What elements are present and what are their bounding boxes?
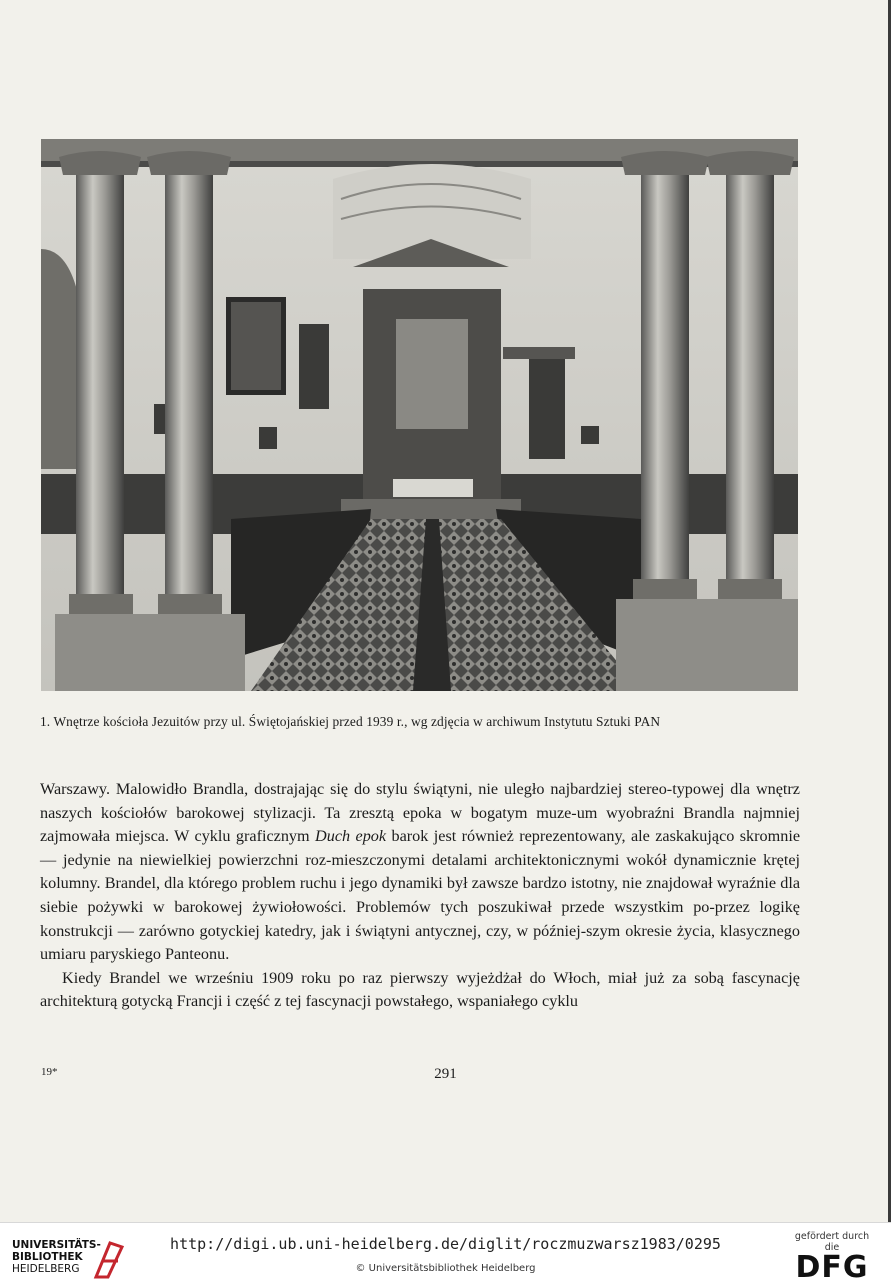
dfg-logo-text: DFG: [795, 1250, 869, 1285]
paragraph-1-part-1: Warszawy. Malowidło Brandla, dostrajając się do stylu świątyni, nie uległo najbardziej stereo-typowej dla wnętrz naszych kościołów barokowej stylizacji. Ta zresztą epoka w bogatym muze-um wyobraźni Brandla najmniej zajmowała miejsca. W cyklu graficznym: [40, 780, 800, 846]
library-name-line-2: BIBLIOTHEK: [12, 1251, 83, 1263]
figure-caption: 1. Wnętrze kościoła Jezuitów przy ul. Świętojańskiej przed 1939 r., wg zdjęcia w archiwum Instytutu Sztuki PAN: [40, 714, 661, 729]
paragraph-1: [40, 778, 800, 967]
body-text: [40, 778, 800, 1014]
library-name-line-3: HEIDELBERG: [12, 1263, 80, 1275]
paragraph-2: Kiedy Brandel we wrześniu 1909 roku po raz pierwszy wyjeżdżał do Włoch, miał już za sobą fascynację architekturą gotycką Francji i część z tej fascynacji powstałego, wspaniałego cyklu: [40, 968, 800, 1011]
page-number: 291: [434, 1066, 457, 1082]
funder-logo[interactable]: [787, 1231, 877, 1283]
signature-mark: 19*: [41, 1066, 58, 1078]
work-title-duch-epok: Duch epok: [315, 827, 387, 846]
church-interior-photo: [41, 139, 798, 691]
funded-by-label: gefördert durch die: [794, 1231, 870, 1253]
digitization-footer: [0, 1222, 891, 1286]
copyright-notice: © Universitätsbibliothek Heidelberg: [355, 1263, 536, 1274]
library-name-line-1: UNIVERSITÄTS-: [12, 1239, 101, 1251]
source-url-link[interactable]: http://digi.ub.uni-heidelberg.de/diglit/roczmuzwarsz1983/0295: [170, 1235, 721, 1253]
paragraph-1-part-2: barok jest również reprezentowany, ale zaskakująco skromnie — jedynie na niewielkiej powierzchni roz-mieszczonymi detalami architektonicznymi wokół dynamicznie krętej kolumny. Brandel, dla którego problem ruchu i jego dynamiki był zawsze bardzo istotny, nie znajdował wyraźnie dla siebie pożywki w barokowej żywiołowości. Problemów tych poszukiwał przede wszystkim po-przez logikę konstrukcji — zarówno gotyckiej katedry, jak i świątyni antycznej, czy, w później-szym okresie życia, klasycznego umiaru paryskiego Panteonu.: [40, 827, 800, 964]
page-footer: [0, 1066, 891, 1086]
